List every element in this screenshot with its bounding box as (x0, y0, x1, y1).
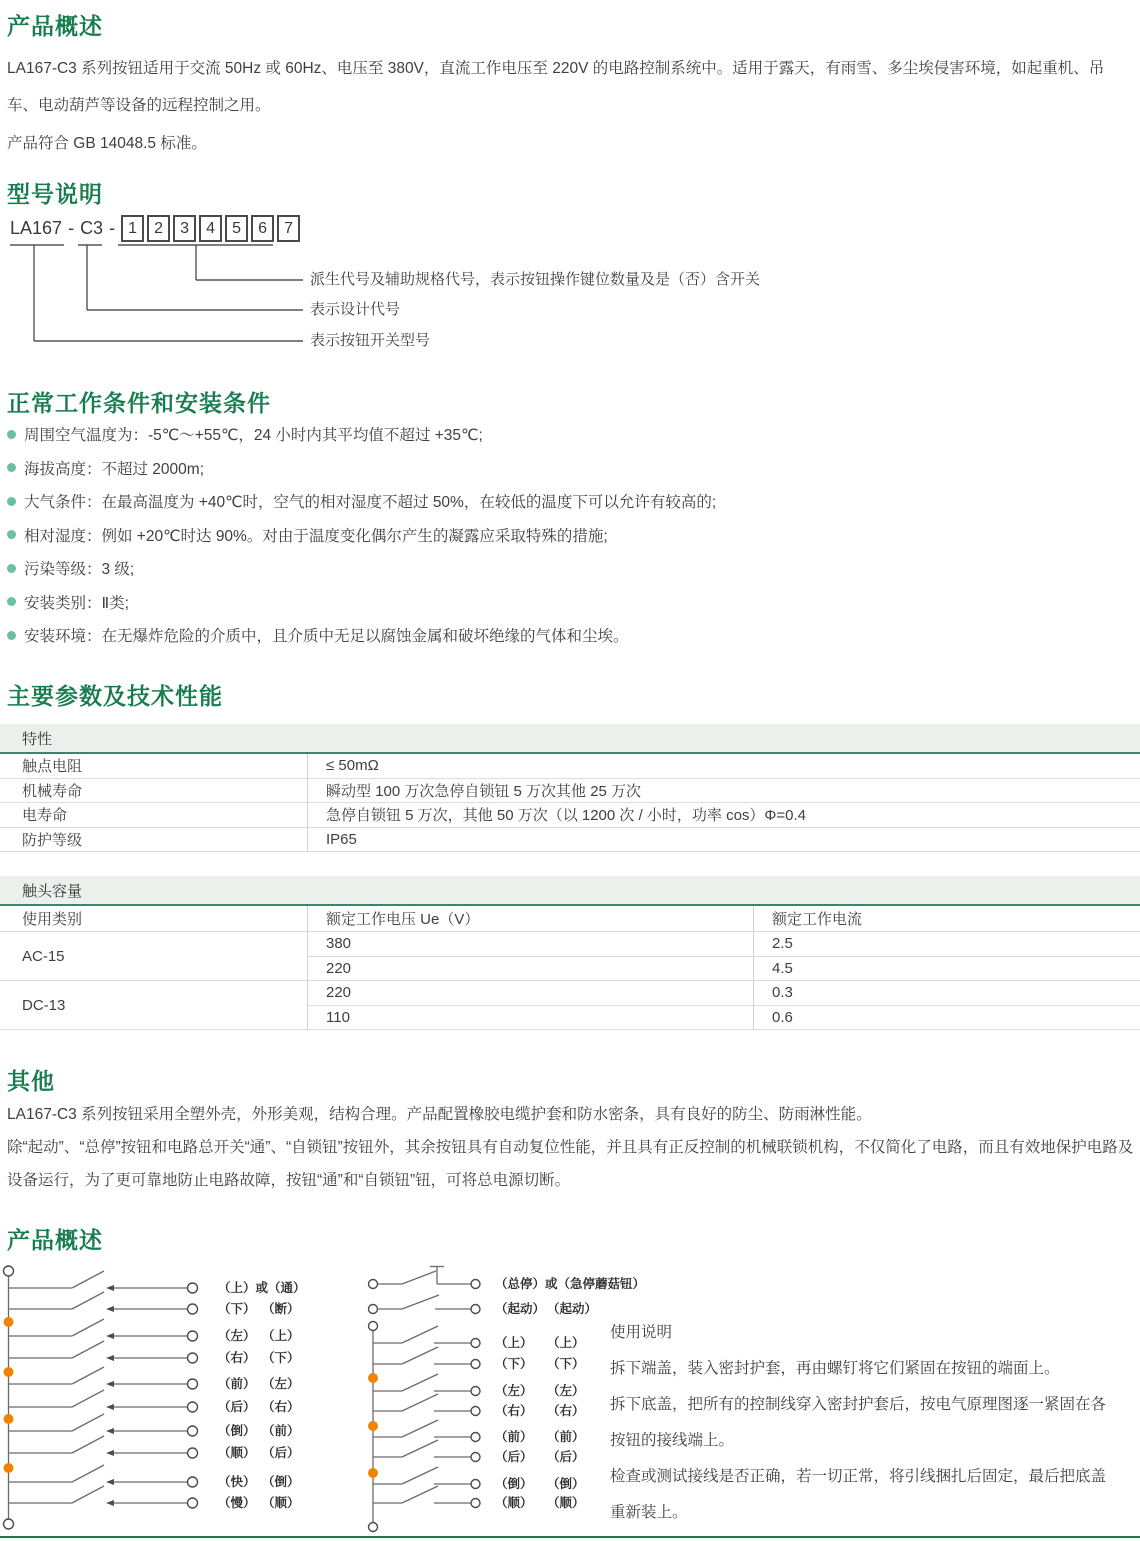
switch-label: （顺） (547, 1496, 585, 1510)
switch-label: （左） (547, 1384, 585, 1398)
arrowhead-icon (106, 1479, 114, 1485)
table-cell: 机械寿命 (22, 782, 83, 800)
condition-text: 安装类别：Ⅱ类; (24, 594, 129, 612)
terminal-circle (471, 1453, 480, 1462)
overview-paragraph-2: 产品符合 GB 14048.5 标准。 (7, 135, 207, 152)
wire (402, 1295, 439, 1309)
table-group-row (0, 981, 1140, 1030)
list-item (7, 592, 716, 612)
wire (72, 1271, 104, 1288)
switch-label: （总停）或（急停蘑菇钮） (495, 1277, 646, 1291)
bullet-icon (7, 430, 16, 439)
terminal-circle (4, 1519, 14, 1529)
table-cell: AC-15 (0, 932, 307, 981)
switch-label: （上） (547, 1336, 585, 1350)
terminal-circle (188, 1448, 198, 1458)
table-cell: 触点电阻 (22, 758, 83, 776)
table-header-row (0, 906, 1140, 932)
wire (72, 1436, 104, 1453)
bullet-icon (7, 597, 16, 606)
condition-text: 大气条件：在最高温度为 +40℃时，空气的相对湿度不超过 50%，在较低的温度下可以允许有较高的; (24, 494, 717, 511)
switch-label: （顺） (218, 1446, 256, 1460)
switch-label: （下） (218, 1302, 256, 1316)
junction-dot-icon (4, 1367, 14, 1377)
junction-dot-icon (368, 1468, 378, 1478)
wire (402, 1374, 438, 1391)
usage-title: 使用说明 (610, 1324, 673, 1341)
wire (72, 1486, 104, 1503)
wire (402, 1420, 438, 1437)
switch-label: （后） (262, 1446, 300, 1460)
model-separator: - (109, 218, 116, 238)
wire (402, 1486, 438, 1503)
table-row (307, 957, 1140, 982)
table-cell: 110 (307, 1006, 753, 1030)
switch-label: （右） (262, 1400, 300, 1414)
switch-label: （上） (495, 1336, 533, 1350)
junction-dot-icon (4, 1414, 14, 1424)
switch-label: （倒） (495, 1477, 533, 1491)
terminal-circle (188, 1379, 198, 1389)
table-header-cell: 额定工作电压 Ue（V） (307, 906, 753, 931)
usage-line: 拆下底盖，把所有的控制线穿入密封护套后，按电气原理图逐一紧固在各 (610, 1396, 1107, 1413)
model-prefix: LA167 (10, 218, 63, 238)
model-label-design: 表示设计代号 (310, 301, 401, 318)
switch-label: （顺） (262, 1496, 300, 1510)
junction-dot-icon (4, 1463, 14, 1473)
usage-line: 检查或测试接线是否正确，若一切正常，将引线捆扎后固定，最后把底盖 (610, 1468, 1107, 1485)
switch-label: （起动） (547, 1302, 598, 1316)
section-title-other: 其他 (7, 1068, 55, 1094)
switch-label: （下） (495, 1357, 533, 1371)
table-row (0, 803, 1140, 828)
characteristics-table (0, 724, 1140, 852)
list-item (7, 625, 716, 645)
terminal-circle (188, 1477, 198, 1487)
terminal-circle (471, 1480, 480, 1489)
other-paragraph-1: LA167-C3 系列按钮采用全塑外壳，外形美观，结构合理。产品配置橡胶电缆护套和防水密条，具有良好的防尘、防雨淋性能。 (7, 1106, 872, 1123)
table-row (0, 828, 1140, 853)
terminal-circle (471, 1407, 480, 1416)
wire (72, 1390, 104, 1407)
table-cell: 瞬动型 100 万次急停自锁钮 5 万次其他 25 万次 (307, 779, 1140, 803)
table-cell: 380 (307, 932, 753, 956)
model-digit-box: 7 (277, 215, 300, 242)
condition-text: 相对湿度：例如 +20℃时达 90%。对由于温度变化偶尔产生的凝露应采取特殊的措施; (24, 527, 608, 545)
list-item (7, 491, 716, 511)
switch-label: （左） (218, 1329, 256, 1343)
wire (402, 1394, 438, 1411)
table-row (307, 1006, 1140, 1031)
junction-dot-icon (368, 1373, 378, 1383)
wire (402, 1271, 436, 1284)
table-band: 触头容量 (0, 876, 1140, 906)
other-paragraph-2: 除“起动”、“总停”按钮和电路总开关“通”、“自锁钮”按钮外，其余按钮具有自动复位性能，并且具有正反控制的机械联锁机构，不仅简化了电路，而且有效地保护电路及设备运行，为了更可靠地防止电路故障，按钮“通”和“自锁钮”钮，可将总电源切断。 (7, 1139, 1134, 1189)
switch-label: （上）或（通） (218, 1281, 306, 1295)
junction-dot-icon (4, 1317, 14, 1327)
table-header-cell: 使用类别 (22, 911, 83, 928)
wire (72, 1367, 104, 1384)
list-item (7, 424, 716, 444)
switch-label: （下） (547, 1357, 585, 1371)
arrowhead-icon (106, 1333, 114, 1339)
table-cell: 电寿命 (22, 807, 68, 825)
table-group-row (0, 932, 1140, 981)
bullet-icon (7, 497, 16, 506)
model-digit-box: 1 (121, 215, 144, 242)
switch-label: （后） (218, 1400, 256, 1414)
wire (72, 1292, 104, 1309)
terminal-circle (369, 1280, 378, 1289)
table-cell: 4.5 (753, 957, 1140, 981)
switch-label: （左） (495, 1384, 533, 1398)
model-designation-diagram (7, 215, 877, 360)
table-row (307, 981, 1140, 1006)
switch-label: （后） (547, 1450, 585, 1464)
table-row (307, 932, 1140, 957)
terminal-circle (188, 1498, 198, 1508)
switch-label: （顺） (495, 1496, 533, 1510)
section-title-model: 型号说明 (7, 181, 103, 207)
switch-diagram-left (0, 1263, 345, 1535)
terminal-circle (471, 1433, 480, 1442)
terminal-circle (471, 1280, 480, 1289)
section-title-parameters: 主要参数及技术性能 (7, 683, 223, 709)
condition-text: 周围空气温度为：-5℃～+55℃，24 小时内其平均值不超过 +35℃; (24, 427, 483, 444)
list-item (7, 558, 716, 578)
terminal-circle (471, 1360, 480, 1369)
model-digit-box: 6 (251, 215, 274, 242)
switch-label: （慢） (218, 1496, 256, 1510)
arrowhead-icon (106, 1306, 114, 1312)
overview-paragraph-1: LA167-C3 系列按钮适用于交流 50Hz 或 60Hz、电压至 380V，直流工作电压至 220V 的电路控制系统中。适用于露天，有雨雪、多尘埃侵害环境，如起重机、吊车、电动葫芦等设备的远程控制之用。 (7, 60, 1105, 114)
arrowhead-icon (106, 1285, 114, 1291)
switch-label: （后） (495, 1450, 533, 1464)
table-cell: 急停自锁钮 5 万次，其他 50 万次（以 1200 次 / 小时，功率 cos）Φ=0.4 (307, 803, 1140, 827)
model-digit-box: 4 (199, 215, 222, 242)
wiring-diagram-area (0, 1260, 1140, 1541)
switch-label: （倒） (262, 1475, 300, 1489)
bullet-icon (7, 564, 16, 573)
wire (72, 1414, 104, 1431)
table-cell: 220 (307, 957, 753, 981)
footer-rule (0, 1536, 1140, 1538)
terminal-circle (369, 1305, 378, 1314)
wire (72, 1319, 104, 1336)
condition-text: 污染等级：3 级; (24, 561, 135, 578)
usage-line: 重新装上。 (610, 1504, 688, 1521)
bullet-icon (7, 463, 16, 472)
switch-label: （前） (547, 1430, 585, 1444)
arrowhead-icon (106, 1355, 114, 1361)
model-digit-box: 2 (147, 215, 170, 242)
terminal-circle (188, 1402, 198, 1412)
arrowhead-icon (106, 1500, 114, 1506)
table-cell: DC-13 (0, 981, 307, 1030)
wire (402, 1467, 438, 1484)
list-item (7, 458, 716, 478)
model-code-row (10, 215, 303, 242)
model-separator: - (68, 218, 75, 238)
conditions-list (7, 424, 716, 659)
wire (402, 1347, 438, 1364)
terminal-circle (188, 1304, 198, 1314)
usage-line: 拆下端盖，装入密封护套，再由螺钉将它们紧固在按钮的端面上。 (610, 1360, 1060, 1377)
table-cell: IP65 (307, 828, 1140, 852)
terminal-circle (188, 1353, 198, 1363)
terminal-circle (471, 1387, 480, 1396)
table-row (0, 779, 1140, 804)
bullet-icon (7, 631, 16, 640)
wire (402, 1326, 438, 1343)
contact-capacity-table (0, 876, 1140, 1030)
bullet-icon (7, 530, 16, 539)
list-item (7, 525, 716, 545)
model-digit-box: 5 (225, 215, 248, 242)
usage-instructions (610, 1315, 1138, 1531)
usage-line: 按钮的接线端上。 (610, 1432, 735, 1449)
switch-label: （倒） (547, 1477, 585, 1491)
terminal-circle (369, 1523, 378, 1532)
switch-label: （快） (218, 1475, 256, 1489)
terminal-circle (471, 1499, 480, 1508)
arrowhead-icon (106, 1404, 114, 1410)
condition-text: 海拔高度：不超过 2000m; (24, 460, 205, 478)
switch-label: （倒） (218, 1424, 256, 1438)
wire (72, 1341, 104, 1358)
switch-label: （前） (262, 1424, 300, 1438)
junction-dot-icon (368, 1421, 378, 1431)
switch-label: （上） (262, 1329, 300, 1343)
table-cell: 0.3 (753, 981, 1140, 1005)
switch-label: （右） (218, 1351, 256, 1365)
switch-label: （起动） (495, 1302, 546, 1316)
switch-label: （右） (547, 1404, 585, 1418)
table-cell: ≤ 50mΩ (307, 754, 1140, 778)
table-cell: 2.5 (753, 932, 1140, 956)
table-row (0, 754, 1140, 779)
model-digit-boxes (121, 215, 303, 242)
section-title-conditions: 正常工作条件和安装条件 (7, 390, 271, 416)
wire (402, 1440, 438, 1457)
table-band: 特性 (0, 724, 1140, 754)
switch-label: （左） (262, 1377, 300, 1391)
wire (72, 1465, 104, 1482)
switch-label: （下） (262, 1351, 300, 1365)
condition-text: 安装环境：在无爆炸危险的介质中，且介质中无足以腐蚀金属和破坏绝缘的气体和尘埃。 (24, 628, 629, 645)
switch-label: （右） (495, 1404, 533, 1418)
switch-label: （断） (262, 1302, 300, 1316)
terminal-circle (369, 1322, 378, 1331)
switch-label: （前） (495, 1430, 533, 1444)
model-label-type: 表示按钮开关型号 (310, 332, 431, 349)
arrowhead-icon (106, 1428, 114, 1434)
terminal-circle (188, 1426, 198, 1436)
arrowhead-icon (106, 1381, 114, 1387)
section-title-overview: 产品概述 (7, 13, 103, 39)
table-cell: 0.6 (753, 1006, 1140, 1030)
model-design-code: C3 (80, 218, 104, 238)
terminal-circle (188, 1283, 198, 1293)
terminal-circle (471, 1305, 480, 1314)
table-cell: 防护等级 (22, 831, 83, 849)
model-label-derivation: 派生代号及辅助规格代号，表示按钮操作键位数量及是（否）含开关 (310, 271, 761, 288)
section-title-wiring-overview: 产品概述 (7, 1227, 103, 1253)
terminal-circle (188, 1331, 198, 1341)
table-header-cell: 额定工作电流 (753, 906, 1140, 931)
arrowhead-icon (106, 1450, 114, 1456)
terminal-circle (4, 1266, 14, 1276)
table-cell: 220 (307, 981, 753, 1005)
terminal-circle (471, 1339, 480, 1348)
switch-label: （前） (218, 1377, 256, 1391)
model-digit-box: 3 (173, 215, 196, 242)
